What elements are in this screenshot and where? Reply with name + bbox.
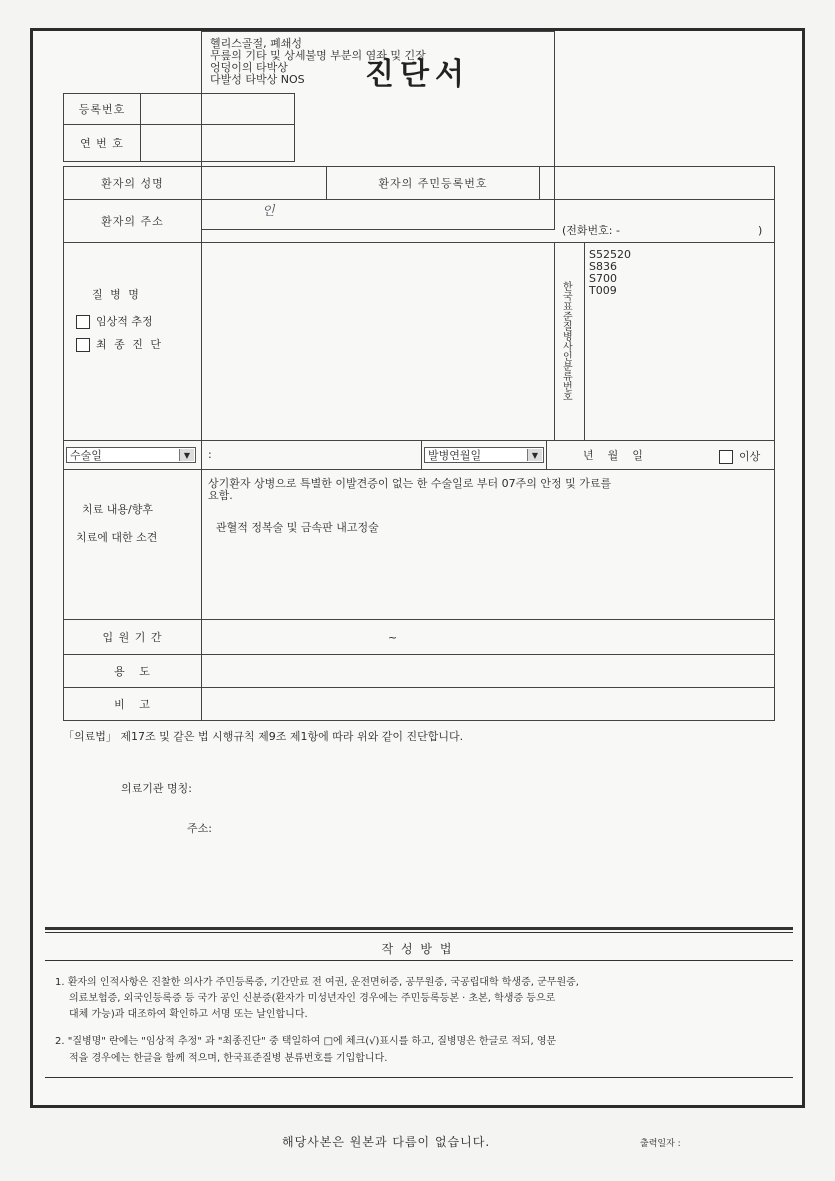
patient-name-label: 환자의 성명 <box>63 166 202 200</box>
onset-date-select[interactable] <box>424 447 544 463</box>
copy-statement: 해당사본은 원본과 다름이 없습니다. <box>282 1135 491 1149</box>
date-text: 년 월 일 <box>583 449 643 462</box>
kcd-label-cell <box>554 242 585 441</box>
final-diagnosis-option[interactable] <box>76 336 163 352</box>
legal-statement: 「의료법」 제17조 및 같은 법 시행규칙 제9조 제1항에 따라 위와 같이 진단합니다. <box>63 730 464 743</box>
diagnosis-item: 엉덩이의 타박상 <box>210 61 288 74</box>
onset-select-value: 발병연월일 <box>428 449 482 462</box>
instruction-line: 대체 가능)과 대조하여 확인하고 서명 또는 날인합니다. <box>69 1009 308 1020</box>
remarks-label: 비 고 <box>63 687 202 721</box>
instructions-title: 작 성 방 법 <box>381 942 454 956</box>
treatment-text: 요함. <box>208 489 233 502</box>
clinical-estimate-option[interactable] <box>76 313 153 329</box>
clinical-estimate-label: 임상적 추정 <box>96 315 153 328</box>
serial-no-label: 연 번 호 <box>63 124 141 162</box>
phone-close: ) <box>758 224 763 237</box>
above-checkbox[interactable] <box>719 450 733 464</box>
section-divider <box>45 1077 793 1078</box>
disease-label-cell <box>63 242 202 441</box>
treatment-text: 상기환자 상병으로 특별한 이발견증이 없는 한 수술일로 부터 07주의 안정 및 가료를 <box>208 477 612 490</box>
clinical-estimate-checkbox[interactable] <box>76 315 90 329</box>
diagnosis-item: 다발성 타박상 NOS <box>210 73 305 86</box>
admission-value: ~ <box>388 631 398 644</box>
surgery-date-field[interactable] <box>201 440 422 470</box>
admission-label: 입 원 기 간 <box>63 619 202 655</box>
print-date-label: 출력일자 : <box>640 1139 681 1149</box>
kcd-code: T009 <box>589 284 617 297</box>
treatment-label: 치료 내용/향후 <box>82 503 153 516</box>
patient-id-label: 환자의 주민등록번호 <box>326 166 540 200</box>
document-title: 진단서 <box>365 57 470 92</box>
section-divider <box>45 960 793 961</box>
kcd-code: S700 <box>589 272 617 285</box>
instruction-line: 2. "질병명" 란에는 "임상적 추정" 과 "최종진단" 중 택일하여 □에 체크(√)표시를 하고, 질병명은 한글로 적되, 영문 <box>55 1036 557 1047</box>
kcd-code: S52520 <box>589 248 631 261</box>
kcd-code: S836 <box>589 260 617 273</box>
onset-select-cell <box>421 440 547 470</box>
above-label: 이상 <box>739 450 761 463</box>
instruction-line: 1. 환자의 인적사항은 진찰한 의사가 주민등록증, 기간만료 전 여권, 운전면허증, 공무원증, 국공립대학 학생증, 군무원증, <box>55 977 579 988</box>
dropdown-arrow-icon[interactable]: ▼ <box>179 449 194 461</box>
admission-field[interactable] <box>201 619 775 655</box>
purpose-label: 용 도 <box>63 654 202 688</box>
surgery-date-select[interactable] <box>66 447 196 463</box>
instruction-line: 의료보험증, 외국인등록증 등 국가 공인 신분증(환자가 미성년자인 경우에는 주민등록등본 · 초본, 학생증 등으로 <box>69 993 556 1004</box>
treatment-label: 치료에 대한 소견 <box>76 531 158 544</box>
kcd-codes-cell <box>584 242 775 441</box>
instruction-line: 적을 경우에는 한글을 함께 적으며, 한국표준질병 분류번호를 기입합니다. <box>69 1053 388 1064</box>
section-divider <box>45 927 793 930</box>
reg-no-label: 등록번호 <box>63 93 141 125</box>
above-option[interactable] <box>719 448 760 464</box>
surgery-date-value: : <box>208 448 212 461</box>
dropdown-arrow-icon[interactable]: ▼ <box>527 449 542 461</box>
surgery-select-value: 수술일 <box>70 449 102 462</box>
treatment-label-cell <box>63 469 202 620</box>
diagnosis-list-cell <box>201 31 555 230</box>
section-divider <box>45 932 793 933</box>
treatment-text: 관혈적 정복술 및 금속판 내고정술 <box>216 521 379 534</box>
institution-address-label: 주소: <box>187 822 212 835</box>
diagnosis-item: 무릎의 기타 및 상세불명 부분의 염좌 및 긴장 <box>210 49 426 62</box>
onset-date-field[interactable] <box>546 440 775 470</box>
disease-label: 질 병 명 <box>92 288 141 301</box>
kcd-label: 한국표준질병사인분류번호 <box>563 282 573 403</box>
remarks-field[interactable] <box>201 687 775 721</box>
address-handwriting: 인 <box>262 204 275 219</box>
certificate-frame <box>30 28 805 1108</box>
phone-label: (전화번호: - <box>562 224 620 237</box>
purpose-field[interactable] <box>201 654 775 688</box>
treatment-field[interactable] <box>201 469 775 620</box>
final-diagnosis-checkbox[interactable] <box>76 338 90 352</box>
final-diagnosis-label: 최 종 진 단 <box>96 338 163 351</box>
surgery-select-cell <box>63 440 202 470</box>
patient-address-label: 환자의 주소 <box>63 199 202 243</box>
institution-label: 의료기관 명칭: <box>121 782 192 795</box>
patient-id-field[interactable] <box>539 166 775 200</box>
diagnosis-item: 헬리스골절, 폐쇄성 <box>210 37 303 50</box>
